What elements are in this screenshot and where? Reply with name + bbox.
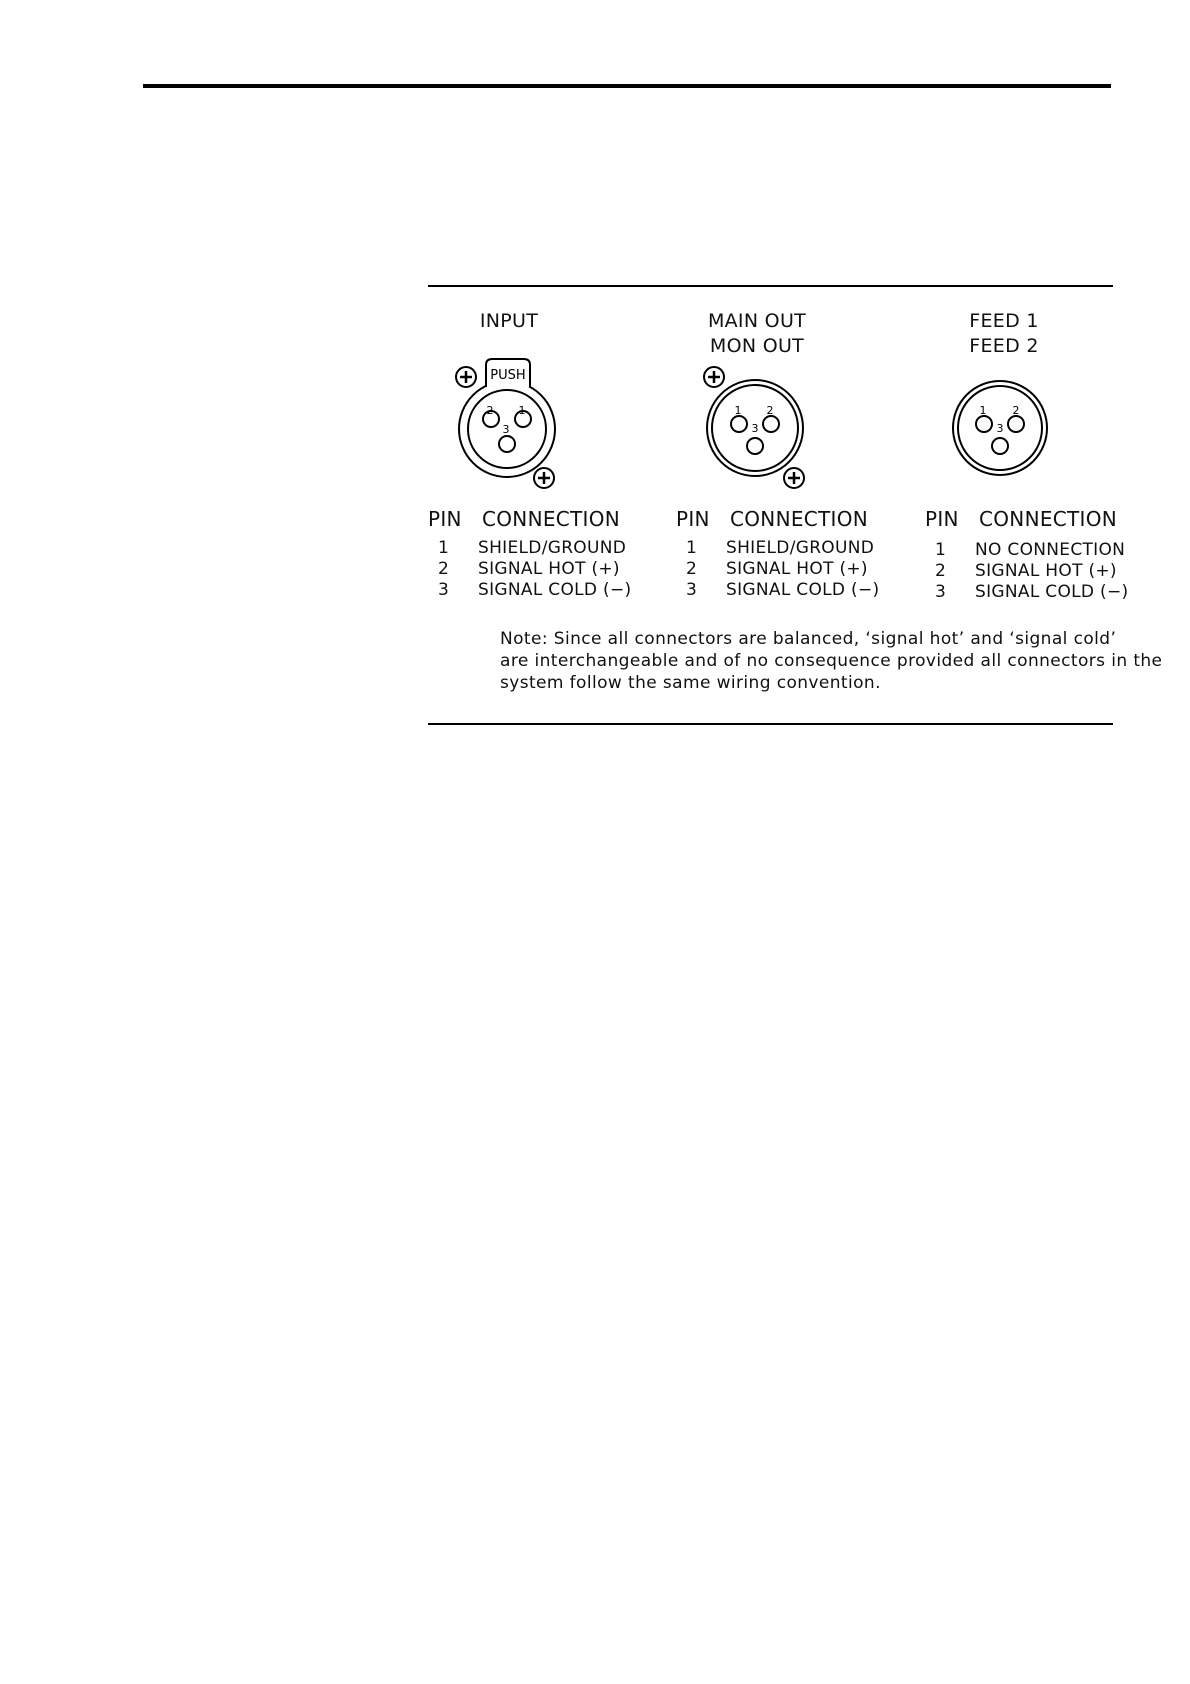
pin-number: 3 bbox=[751, 422, 759, 435]
main-out-connection-header: CONNECTION bbox=[730, 507, 869, 531]
feed-row-3-connection: SIGNAL COLD (−) bbox=[975, 582, 1129, 602]
feed-connection-header: CONNECTION bbox=[979, 507, 1118, 531]
screw-bottom-right-icon bbox=[534, 468, 554, 488]
feed-row-1-pin: 1 bbox=[935, 540, 947, 560]
pin-2 bbox=[1008, 416, 1024, 432]
pin-number: 1 bbox=[979, 404, 987, 417]
note-line-2: are interchangeable and of no consequence provided all connectors in the bbox=[500, 651, 1163, 671]
mon-out-title: MON OUT bbox=[709, 335, 805, 357]
input-row-2-pin: 2 bbox=[438, 559, 450, 579]
pin-3 bbox=[992, 438, 1008, 454]
pin-number: 2 bbox=[766, 404, 774, 417]
pin-1 bbox=[976, 416, 992, 432]
note-line-1: Note: Since all connectors are balanced, ‘signal hot’ and ‘signal cold’ bbox=[500, 629, 1117, 649]
input-xlr-female-connector bbox=[440, 355, 570, 495]
pin-1 bbox=[731, 416, 747, 432]
pin-3-socket bbox=[499, 436, 515, 452]
feed-xlr-connector bbox=[940, 375, 1060, 485]
push-label: PUSH bbox=[490, 368, 526, 383]
feed-row-2-pin: 2 bbox=[935, 561, 947, 581]
pin-number: 2 bbox=[486, 404, 494, 417]
feed-1-title: FEED 1 bbox=[969, 310, 1039, 332]
main-out-row-3-pin: 3 bbox=[686, 580, 698, 600]
main-out-row-2-pin: 2 bbox=[686, 559, 698, 579]
screw-top-left-icon bbox=[704, 367, 724, 387]
wiring-note bbox=[500, 628, 1162, 694]
feed-pin-header: PIN bbox=[925, 507, 959, 531]
main-out-row-1-pin: 1 bbox=[686, 538, 698, 558]
screw-top-left-icon bbox=[456, 367, 476, 387]
input-row-1-connection: SHIELD/GROUND bbox=[478, 538, 627, 558]
pin-3 bbox=[747, 438, 763, 454]
pin-number: 1 bbox=[734, 404, 742, 417]
input-pin-header: PIN bbox=[428, 507, 462, 531]
main-out-title: MAIN OUT bbox=[707, 310, 807, 332]
note-line-3: system follow the same wiring convention. bbox=[500, 673, 881, 693]
figure-top-rule bbox=[428, 285, 1113, 287]
input-connection-header: CONNECTION bbox=[482, 507, 621, 531]
page-header-rule bbox=[143, 84, 1111, 88]
input-row-1-pin: 1 bbox=[438, 538, 450, 558]
pin-2 bbox=[763, 416, 779, 432]
input-row-3-connection: SIGNAL COLD (−) bbox=[478, 580, 632, 600]
pin-number: 2 bbox=[1012, 404, 1020, 417]
pin-number: 3 bbox=[502, 423, 510, 436]
feed-row-2-connection: SIGNAL HOT (+) bbox=[975, 561, 1117, 581]
screw-bottom-right-icon bbox=[784, 468, 804, 488]
input-row-3-pin: 3 bbox=[438, 580, 450, 600]
feed-2-title: FEED 2 bbox=[969, 335, 1039, 357]
main-mon-out-xlr-male-connector bbox=[690, 360, 820, 495]
main-out-row-3-connection: SIGNAL COLD (−) bbox=[726, 580, 880, 600]
main-out-row-1-connection: SHIELD/GROUND bbox=[726, 538, 875, 558]
input-row-2-connection: SIGNAL HOT (+) bbox=[478, 559, 620, 579]
feed-row-3-pin: 3 bbox=[935, 582, 947, 602]
main-out-row-2-connection: SIGNAL HOT (+) bbox=[726, 559, 868, 579]
feed-row-1-connection: NO CONNECTION bbox=[975, 540, 1126, 560]
figure-bottom-rule bbox=[428, 723, 1113, 725]
input-title: INPUT bbox=[479, 310, 539, 332]
pin-number: 3 bbox=[996, 422, 1004, 435]
main-out-pin-header: PIN bbox=[676, 507, 710, 531]
pin-number: 1 bbox=[518, 404, 526, 417]
